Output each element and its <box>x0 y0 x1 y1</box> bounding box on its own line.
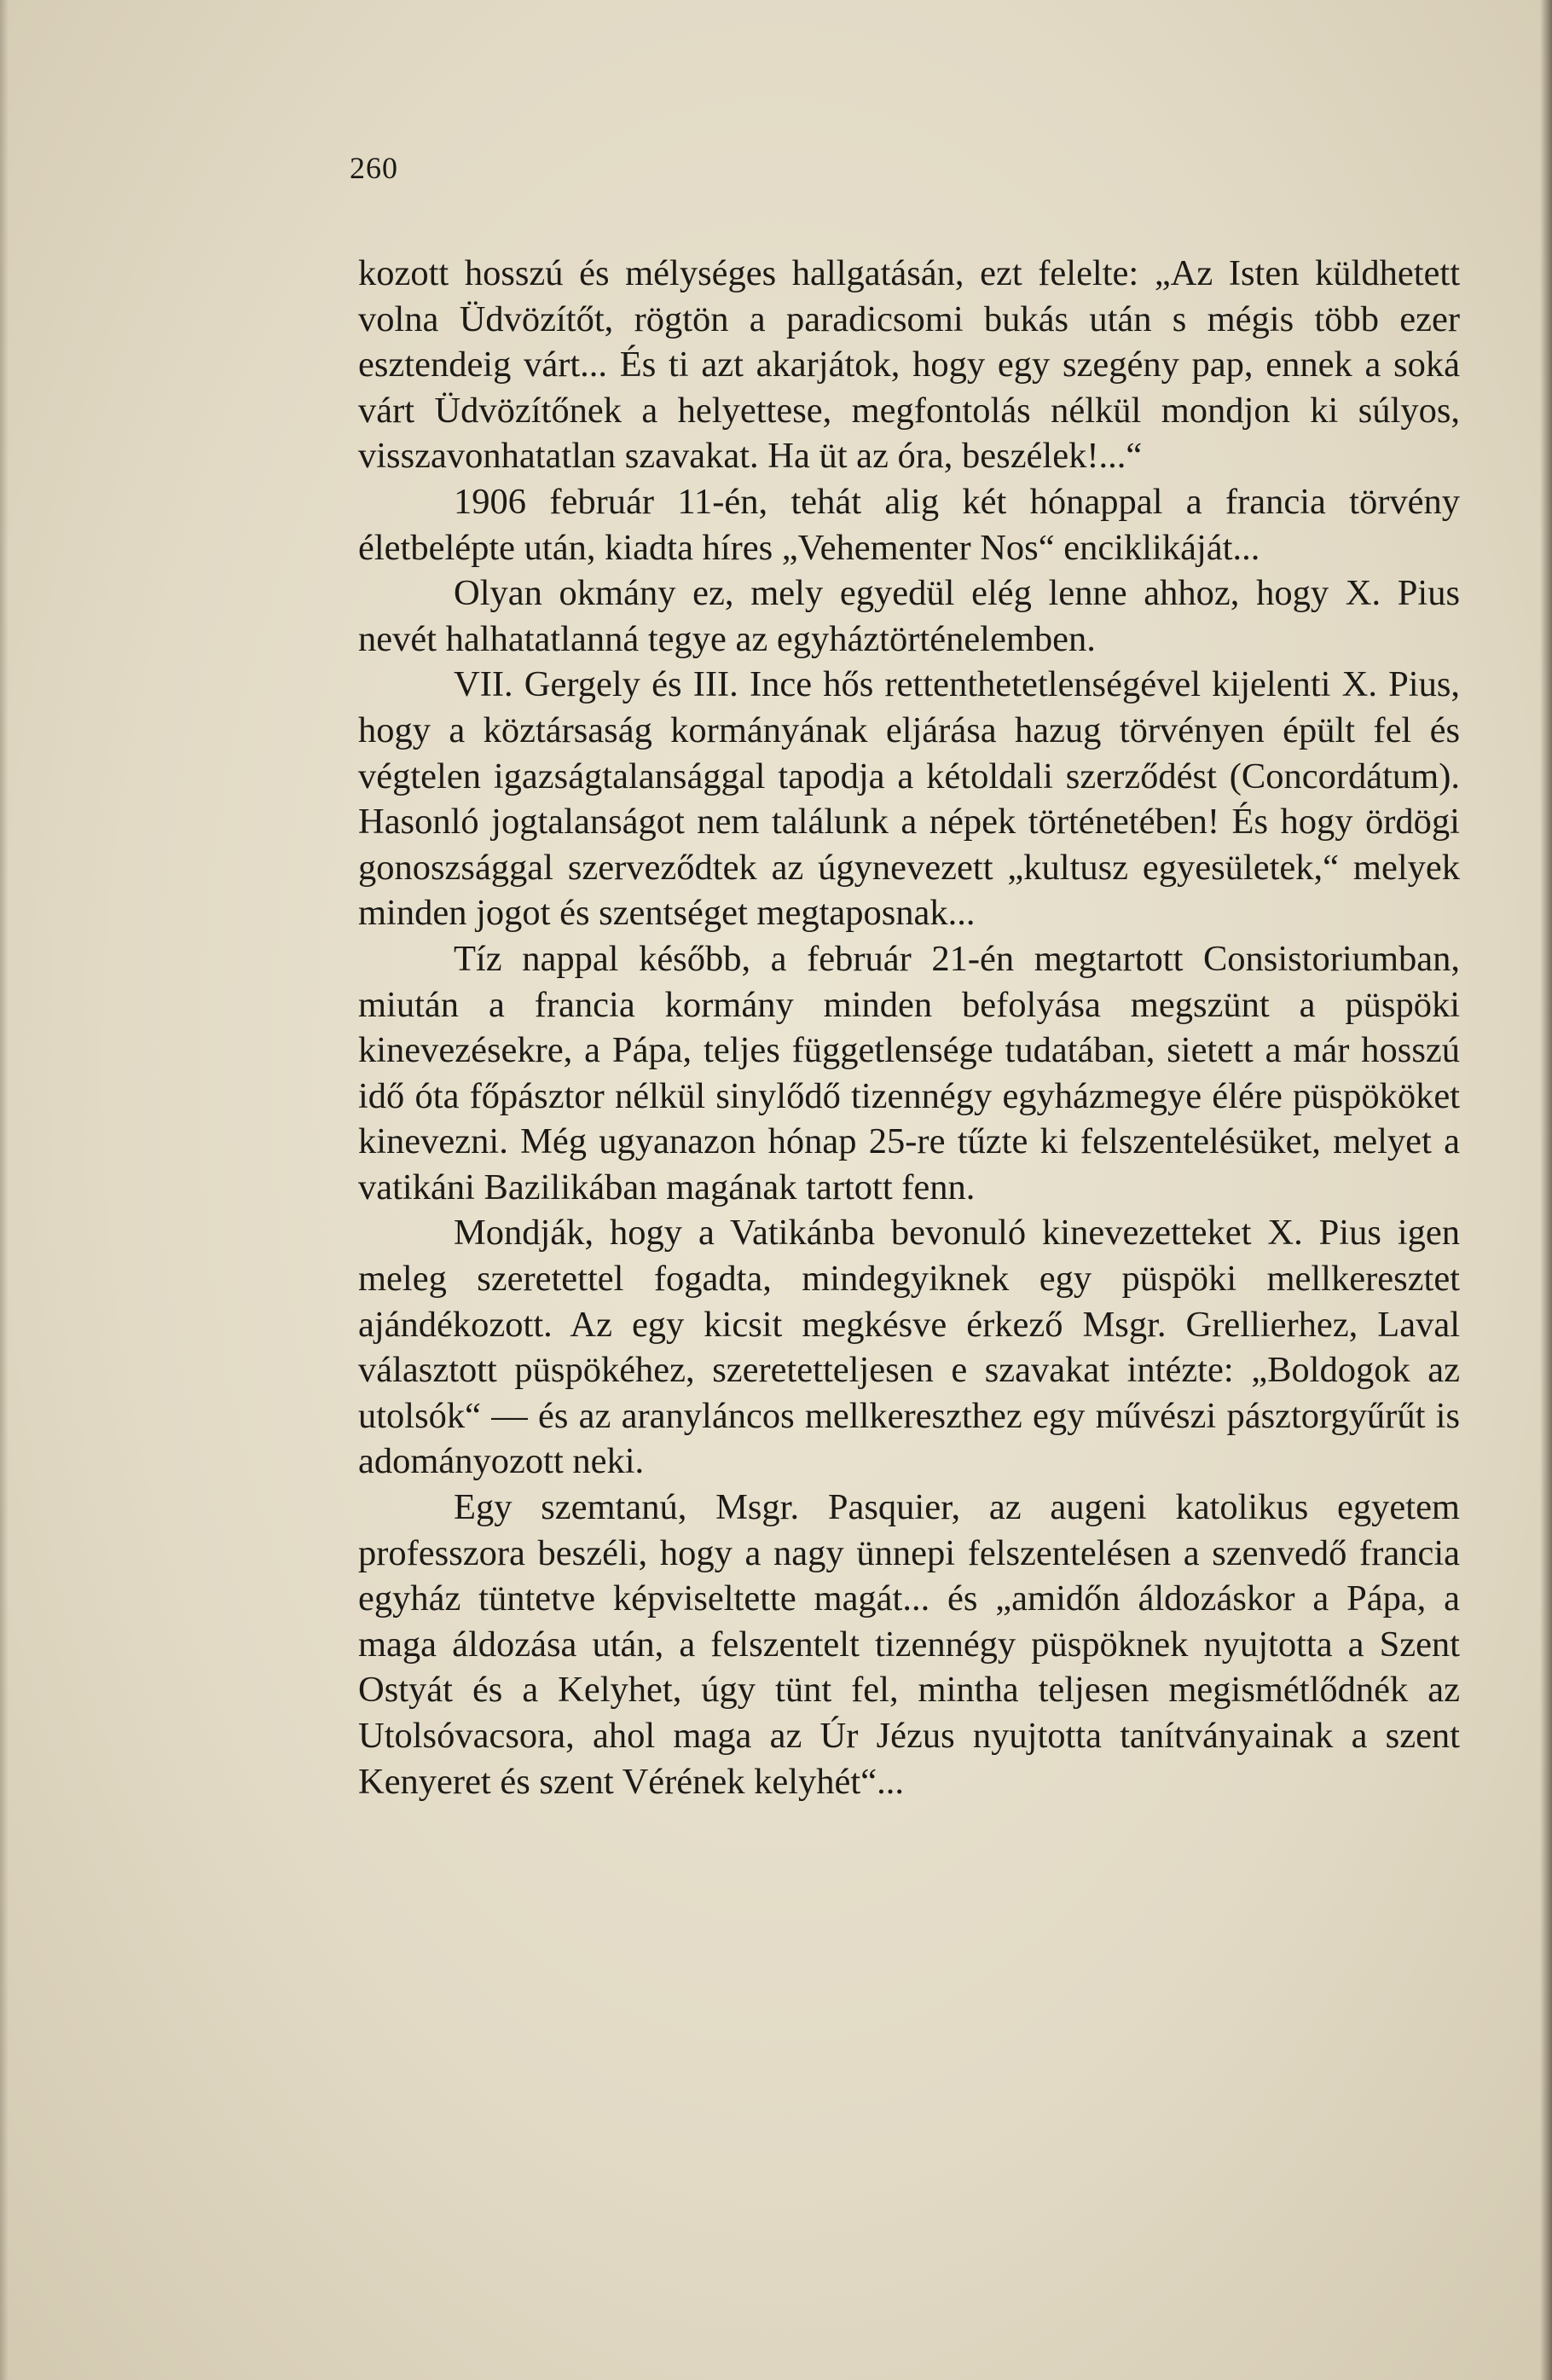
page-number: 260 <box>350 151 398 185</box>
page-spine-shadow <box>1540 0 1552 2380</box>
body-text <box>358 251 1460 1804</box>
paragraph-4: VII. Gergely és III. Ince hős rettenthetetlenségével kijelenti X. Pius, hogy a köztársaság kormányának eljárása hazug törvényen épült fel és végtelen igazságtalansággal tapodja a kétoldali szerződést (Concordátum). Hasonló jogtalanságot nem találunk a népek történetében! És hogy ördögi gonoszsággal szerveződtek az úgynevezett „kultusz egyesületek,“ melyek minden jogot és szentséget megtaposnak... <box>358 664 1460 934</box>
page-left-edge <box>0 0 9 2380</box>
paragraph-2: 1906 február 11-én, tehát alig két hónappal a francia törvény életbelépte után, kiadta híres „Vehementer Nos“ enciklikáját... <box>358 481 1460 568</box>
paragraph-3: Olyan okmány ez, mely egyedül elég lenne ahhoz, hogy X. Pius nevét halhatatlanná tegye az egyháztörténelemben. <box>358 573 1460 659</box>
paragraph-6: Mondják, hogy a Vatikánba bevonuló kinevezetteket X. Pius igen meleg szeretettel fogadta, mindegyiknek egy püspöki mellkeresztet ajándékozott. Az egy kicsit megkésve érkező Msgr. Grellierhez, Laval választott püspökéhez, szeretetteljesen e szavakat intézte: „Boldogok az utolsók“ — és az aranyláncos mellkereszthez egy művészi pásztorgyűrűt is adományozott neki. <box>358 1213 1460 1482</box>
paragraph-5: Tíz nappal később, a február 21-én megtartott Consistoriumban, miután a francia kormány minden befolyása megszünt a püspöki kinevezésekre, a Pápa, teljes függetlensége tudatában, sietett a már hosszú idő óta főpásztor nélkül sinylődő tizennégy egyházmegye élére püspököket kinevezni. Még ugyanazon hónap 25-re tűzte ki felszentelésüket, melyet a vatikáni Bazilikában magának tartott fenn. <box>358 938 1460 1207</box>
paragraph-1: kozott hosszú és mélységes hallgatásán, ezt felelte: „Az Isten küldhetett volna Üdvözítőt, rögtön a paradicsomi bukás után s mégis több ezer esztendeig várt... És ti azt akarjátok, hogy egy szegény pap, ennek a soká várt Üdvözítőnek a helyettese, megfontolás nélkül mondjon ki súlyos, visszavonhatatlan szavakat. Ha üt az óra, beszélek!...“ <box>358 253 1460 477</box>
paragraph-7: Egy szemtanú, Msgr. Pasquier, az augeni katolikus egyetem professzora beszéli, hogy a nagy ünnepi felszentelésen a szenvedő francia egyház tüntetve képviseltette magát... és „amidőn áldozáskor a Pápa, a maga áldozása után, a felszentelt tizennégy püspöknek nyujtotta a Szent Ostyát és a Kelyhet, úgy tünt fel, mintha teljesen megismétlődnék az Utolsóvacsora, ahol maga az Úr Jézus nyujtotta tanítványainak a szent Kenyeret és szent Vérének kelyhét“... <box>358 1487 1460 1802</box>
